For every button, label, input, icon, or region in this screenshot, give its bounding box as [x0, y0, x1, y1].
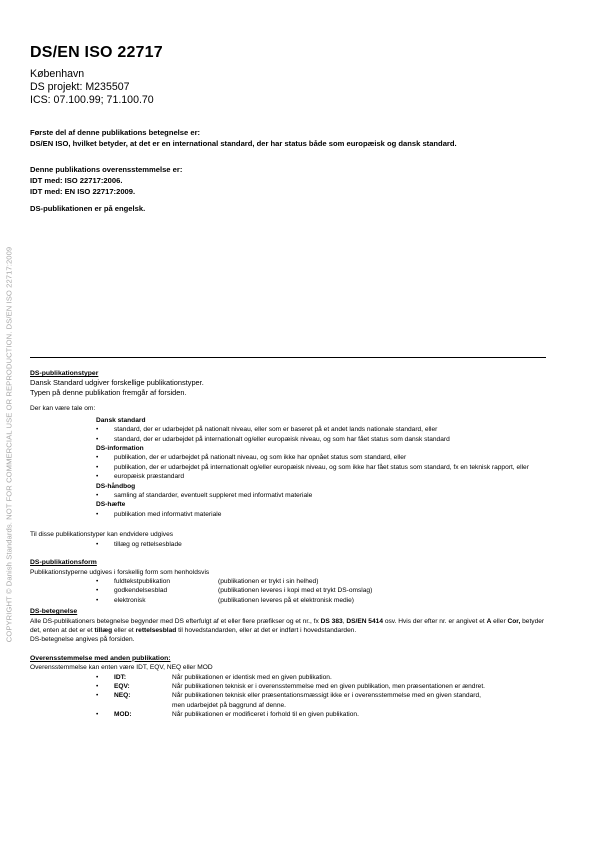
- form-row: [30, 596, 546, 605]
- conformity-section: [30, 164, 182, 197]
- definition-term: • EQV:: [114, 682, 130, 690]
- designation-section: [30, 127, 457, 149]
- overensstemmelse-intro: Overensstemmelse kan enten være IDT, EQV, NEQ eller MOD: [30, 664, 213, 672]
- types-intro-2: Typen på denne publikation fremgår af forsiden.: [30, 388, 187, 398]
- overensstemmelse-heading: Overensstemmelse med anden publikation:: [30, 654, 171, 662]
- definition-term: • MOD:: [114, 711, 132, 719]
- types-lead: Der kan være tale om:: [30, 405, 96, 413]
- standard-meta: [30, 68, 154, 107]
- forms-heading: DS-publikationsform: [30, 559, 97, 567]
- forms-intro: Publikationstyperne udgives i forskellig form som henholdsvis: [30, 568, 210, 576]
- form-desc: (publikationen er trykt i sin helhed): [218, 577, 319, 585]
- betegnelse-heading: DS-betegnelse: [30, 608, 78, 616]
- types-groups: [30, 416, 546, 519]
- definition-row: [30, 682, 546, 691]
- list-item: • publikation, der er udarbejdet på nationalt niveau, og som ikke har opnået status som standard, eller: [30, 453, 546, 462]
- group-name: DS-hæfte: [96, 501, 126, 509]
- list-item: • publikation, der er udarbejdet på internationalt og/eller europæisk niveau, og som ikke har fået status som standard, fx en teknisk rapport, eller: [30, 463, 546, 472]
- list-item: • publikation med informativt materiale: [30, 510, 546, 519]
- language-note: DS-publikationen er på engelsk.: [30, 204, 146, 213]
- form-desc: (publikationen leveres på et elektronisk medie): [218, 596, 354, 604]
- project-label: DS projekt: M235507: [30, 81, 130, 93]
- definition-row: [30, 691, 546, 710]
- standard-title: DS/EN ISO 22717: [30, 44, 163, 61]
- definition-desc: Når publikationen er modificeret i forhold til en given publikation.: [172, 711, 359, 719]
- betegnelse-text: Alle DS-publikationers betegnelse begynder med DS efterfulgt af et eller flere præfikser og et nr., fx DS 383, DS/EN 5414 osv. Hvis der efter nr. er angivet et A eller Cor, betyder det, enten at det er et tillæg eller et rettelsesblad til hovedstandarden, eller at det er indført i hovedstandarden.: [30, 617, 545, 634]
- designation-heading: Første del af denne publikations betegnelse er:: [30, 128, 201, 137]
- ics-label: ICS: 07.100.99; 71.100.70: [30, 94, 154, 106]
- city-label: København: [30, 68, 85, 80]
- info-section: [30, 369, 546, 720]
- types-intro-1: Dansk Standard udgiver forskellige publikationstyper.: [30, 378, 204, 388]
- betegnelse-note: DS-betegnelse angives på forsiden.: [30, 636, 135, 644]
- conformity-iso: IDT med: ISO 22717:2006.: [30, 176, 123, 185]
- form-row: [30, 577, 546, 586]
- group-name: DS-information: [96, 445, 144, 453]
- form-type: • elektronisk: [114, 596, 146, 604]
- definition-desc: Når publikationen er identisk med en given publikation.: [172, 673, 332, 681]
- definition-term: • NEQ:: [114, 692, 131, 700]
- types-heading: DS-publikationstyper: [30, 370, 99, 377]
- list-item: • standard, der er udarbejdet på nationalt niveau, eller som er baseret på et andet lands nationale standard, eller: [30, 425, 546, 434]
- list-item: • europæisk præstandard: [30, 472, 546, 481]
- definition-desc: Når publikationen teknisk er i overensstemmelse med en given publikation, men præsentationen er ændret.: [172, 682, 486, 690]
- section-divider: [30, 357, 546, 358]
- list-item: • samling af standarder, eventuelt suppleret med informativt materiale: [30, 491, 546, 500]
- form-type: • godkendelsesblad: [114, 587, 168, 595]
- definition-row: [30, 710, 546, 719]
- conformity-heading: Denne publikations overensstemmelse er:: [30, 165, 183, 174]
- designation-text: DS/EN ISO, hvilket betyder, at det er en international standard, der har status både som europæisk og dansk standard.: [30, 139, 457, 148]
- form-type: • fuldtekstpublikation: [114, 577, 171, 585]
- copyright-watermark: COPYRIGHT © Danish Standards. NOT FOR COMMERCIAL USE OR REPRODUCTION. DS/EN ISO 22717:2009: [4, 246, 14, 643]
- conformity-en: IDT med: EN ISO 22717:2009.: [30, 187, 136, 196]
- form-row: [30, 586, 546, 595]
- definition-desc: Når publikationen teknisk eller præsentationsmæssigt ikke er i overensstemmelse med en given standard, men udarbejdet på baggrund af denne.: [172, 692, 481, 709]
- form-desc: (publikationen leveres i kopi med et trykt DS-omslag): [218, 587, 373, 595]
- list-item: • standard, der er udarbejdet på internationalt og/eller europæisk niveau, og som har fået status som dansk standard: [30, 435, 546, 444]
- list-item: • tillæg og rettelsesblade: [30, 540, 546, 549]
- definition-term: • IDT:: [114, 673, 127, 681]
- additional-lead: Til disse publikationstyper kan endvidere udgives: [30, 531, 174, 539]
- group-name: DS-håndbog: [96, 482, 136, 490]
- definition-row: [30, 673, 546, 682]
- group-name: Dansk standard: [96, 416, 146, 424]
